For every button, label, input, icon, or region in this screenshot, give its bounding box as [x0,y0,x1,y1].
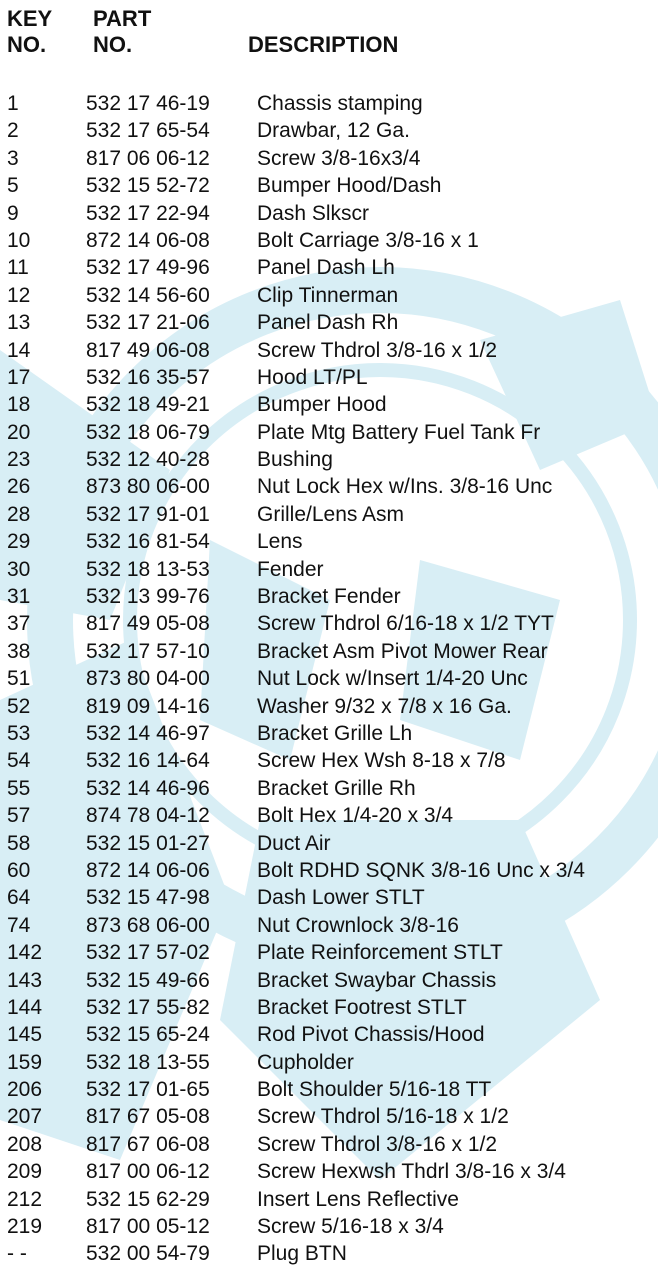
part-no-cell: 532 15 01-27 [86,831,210,855]
table-row [0,117,658,144]
description-cell: Screw 5/16-18 x 3/4 [257,1215,444,1239]
description-cell: Screw Thdrol 6/16-18 x 1/2 TYT [257,612,554,636]
part-no-cell: 872 14 06-08 [86,228,210,252]
key-no-cell: 142 [7,941,43,965]
part-no-cell: 532 17 65-54 [86,119,210,143]
table-row [0,1158,658,1185]
table-row [0,1076,658,1103]
description-cell: Bolt Carriage 3/8-16 x 1 [257,228,479,252]
table-row [0,1103,658,1130]
description-cell: Screw Hexwsh Thdrl 3/8-16 x 3/4 [257,1160,566,1184]
table-row [0,172,658,199]
table-row [0,857,658,884]
part-no-cell: 532 12 40-28 [86,448,210,472]
table-row [0,145,658,172]
description-cell: Drawbar, 12 Ga. [257,119,410,143]
description-cell: Panel Dash Rh [257,311,399,335]
table-row [0,1186,658,1213]
table-row [0,775,658,802]
header-key-line1: KEY [7,6,53,31]
table-row [0,419,658,446]
part-no-cell: 532 15 52-72 [86,174,210,198]
description-cell: Dash Slkscr [257,201,370,225]
part-no-cell: 532 17 01-65 [86,1078,210,1102]
key-no-cell: 55 [7,776,31,800]
table-row [0,282,658,309]
key-no-cell: 5 [7,174,19,198]
part-no-cell: 532 14 46-97 [86,721,210,745]
part-no-cell: 532 15 49-66 [86,968,210,992]
key-no-cell: 31 [7,585,31,609]
description-cell: Bolt RDHD SQNK 3/8-16 Unc x 3/4 [257,858,585,882]
table-row [0,638,658,665]
key-no-cell: 143 [7,968,43,992]
description-cell: Cupholder [257,1050,354,1074]
key-no-cell: 38 [7,639,31,663]
description-cell: Screw Hex Wsh 8-18 x 7/8 [257,749,506,773]
key-no-cell: 3 [7,146,19,170]
table-row [0,473,658,500]
key-no-cell: 159 [7,1050,43,1074]
part-no-cell: 817 00 06-12 [86,1160,210,1184]
key-no-cell: 53 [7,721,31,745]
description-cell: Plate Mtg Battery Fuel Tank Fr [257,420,541,444]
description-cell: Bracket Grille Rh [257,776,416,800]
description-cell: Grille/Lens Asm [257,502,405,526]
key-no-cell: 54 [7,749,31,773]
part-no-cell: 532 17 91-01 [86,502,210,526]
part-no-cell: 532 18 13-53 [86,557,210,581]
key-no-cell: 144 [7,995,43,1019]
description-cell: Bushing [257,448,333,472]
key-no-cell: 209 [7,1160,43,1184]
key-no-cell: 28 [7,502,31,526]
parts-table-body [0,90,658,1268]
description-cell: Bumper Hood [257,393,387,417]
key-no-cell: 2 [7,119,19,143]
description-cell: Washer 9/32 x 7/8 x 16 Ga. [257,694,512,718]
description-cell: Hood LT/PL [257,365,368,389]
description-cell: Clip Tinnerman [257,283,399,307]
key-no-cell: 64 [7,886,31,910]
key-no-cell: 1 [7,92,19,115]
key-no-cell: 208 [7,1132,43,1156]
description-cell: Rod Pivot Chassis/Hood [257,1023,485,1047]
table-row [0,501,658,528]
key-no-cell: 206 [7,1078,43,1102]
description-cell: Bolt Shoulder 5/16-18 TT [257,1078,492,1102]
part-no-cell: 817 67 06-08 [86,1132,210,1156]
description-cell: Plug BTN [257,1242,347,1266]
part-no-cell: 532 15 47-98 [86,886,210,910]
description-cell: Dash Lower STLT [257,886,425,910]
part-no-cell: 532 13 99-76 [86,585,210,609]
key-no-cell: 58 [7,831,31,855]
part-no-cell: 817 67 05-08 [86,1105,210,1129]
description-cell: Bracket Asm Pivot Mower Rear [257,639,548,663]
part-no-cell: 532 16 81-54 [86,530,210,554]
table-row [0,720,658,747]
part-no-cell: 532 18 49-21 [86,393,210,417]
table-row [0,884,658,911]
description-cell: Screw 3/8-16x3/4 [257,146,421,170]
part-no-cell: 532 14 56-60 [86,283,210,307]
key-no-cell: 74 [7,913,31,937]
part-no-cell: 532 16 35-57 [86,365,210,389]
table-row [0,309,658,336]
table-row [0,254,658,281]
part-no-cell: 532 16 14-64 [86,749,210,773]
description-cell: Duct Air [257,831,331,855]
part-no-cell: 532 00 54-79 [86,1242,210,1266]
part-no-cell: 817 06 06-12 [86,146,210,170]
key-no-cell: 14 [7,338,31,362]
part-no-cell: 873 80 06-00 [86,475,210,499]
description-cell: Bolt Hex 1/4-20 x 3/4 [257,804,454,828]
table-row [0,747,658,774]
table-row [0,802,658,829]
key-no-cell: 20 [7,420,31,444]
part-no-cell: 532 17 57-10 [86,639,210,663]
key-no-cell: 26 [7,475,31,499]
table-row [0,994,658,1021]
part-no-cell: 819 09 14-16 [86,694,210,718]
part-no-cell: 532 18 13-55 [86,1050,210,1074]
key-no-cell: 13 [7,311,31,335]
table-row [0,693,658,720]
key-no-cell: 145 [7,1023,43,1047]
description-cell: Fender [257,557,324,581]
key-no-cell: 9 [7,201,19,225]
key-no-cell: 17 [7,365,31,389]
key-no-cell: 60 [7,858,31,882]
description-cell: Nut Lock Hex w/Ins. 3/8-16 Unc [257,475,553,499]
part-no-cell: 817 49 06-08 [86,338,210,362]
description-cell: Bracket Swaybar Chassis [257,968,497,992]
part-no-cell: 532 17 22-94 [86,201,210,225]
header-part-line1: PART [93,6,152,31]
part-no-cell: 532 14 46-96 [86,776,210,800]
table-row [0,1021,658,1048]
part-no-cell: 532 17 21-06 [86,311,210,335]
table-row [0,939,658,966]
key-no-cell: 219 [7,1215,43,1239]
part-no-cell: 532 15 65-24 [86,1023,210,1047]
part-no-cell: 532 17 49-96 [86,256,210,280]
key-no-cell: 12 [7,283,31,307]
description-cell: Lens [257,530,303,554]
key-no-cell: 11 [7,256,29,280]
part-no-cell: 817 49 05-08 [86,612,210,636]
key-no-cell: 10 [7,228,31,252]
table-row [0,556,658,583]
table-row [0,200,658,227]
description-cell: Nut Crownlock 3/8-16 [257,913,459,937]
part-no-cell: 532 17 55-82 [86,995,210,1019]
key-no-cell: 18 [7,393,31,417]
description-cell: Bracket Fender [257,585,401,609]
description-cell: Screw Thdrol 3/8-16 x 1/2 [257,1132,498,1156]
description-cell: Screw Thdrol 5/16-18 x 1/2 [257,1105,509,1129]
header-key-line2: NO. [7,32,47,57]
key-no-cell: 30 [7,557,31,581]
key-no-cell: 23 [7,448,31,472]
description-cell: Screw Thdrol 3/8-16 x 1/2 [257,338,498,362]
description-cell: Bumper Hood/Dash [257,174,442,198]
table-row [0,227,658,254]
part-no-cell: 532 18 06-79 [86,420,210,444]
key-no-cell: 57 [7,804,31,828]
key-no-cell: 37 [7,612,31,636]
part-no-cell: 532 17 57-02 [86,941,210,965]
table-row [0,90,658,117]
table-row [0,583,658,610]
description-cell: Nut Lock w/Insert 1/4-20 Unc [257,667,528,691]
table-row [0,446,658,473]
key-no-cell: 207 [7,1105,43,1129]
header-description: DESCRIPTION [248,32,399,57]
header-part-line2: NO. [93,32,133,57]
part-no-cell: 873 80 04-00 [86,667,210,691]
key-no-cell: 29 [7,530,31,554]
table-row [0,1240,658,1267]
header-part-no [93,6,151,58]
table-row [0,967,658,994]
table-row [0,364,658,391]
table-row [0,912,658,939]
key-no-cell: 52 [7,694,31,718]
table-row [0,1049,658,1076]
part-no-cell: 532 17 46-19 [86,92,210,115]
table-row [0,528,658,555]
table-row [0,1213,658,1240]
table-row [0,391,658,418]
table-row [0,665,658,692]
table-row [0,337,658,364]
table-row [0,1131,658,1158]
description-cell: Bracket Footrest STLT [257,995,467,1019]
table-row [0,830,658,857]
key-no-cell: 212 [7,1187,43,1211]
part-no-cell: 872 14 06-06 [86,858,210,882]
description-cell: Chassis stamping [257,92,423,115]
part-no-cell: 874 78 04-12 [86,804,210,828]
key-no-cell: 51 [7,667,31,691]
description-cell: Bracket Grille Lh [257,721,413,745]
key-no-cell: - - [7,1242,27,1266]
part-no-cell: 532 15 62-29 [86,1187,210,1211]
part-no-cell: 873 68 06-00 [86,913,210,937]
header-key-no [7,6,52,58]
table-row [0,610,658,637]
description-cell: Insert Lens Reflective [257,1187,459,1211]
part-no-cell: 817 00 05-12 [86,1215,210,1239]
description-cell: Plate Reinforcement STLT [257,941,503,965]
description-cell: Panel Dash Lh [257,256,395,280]
